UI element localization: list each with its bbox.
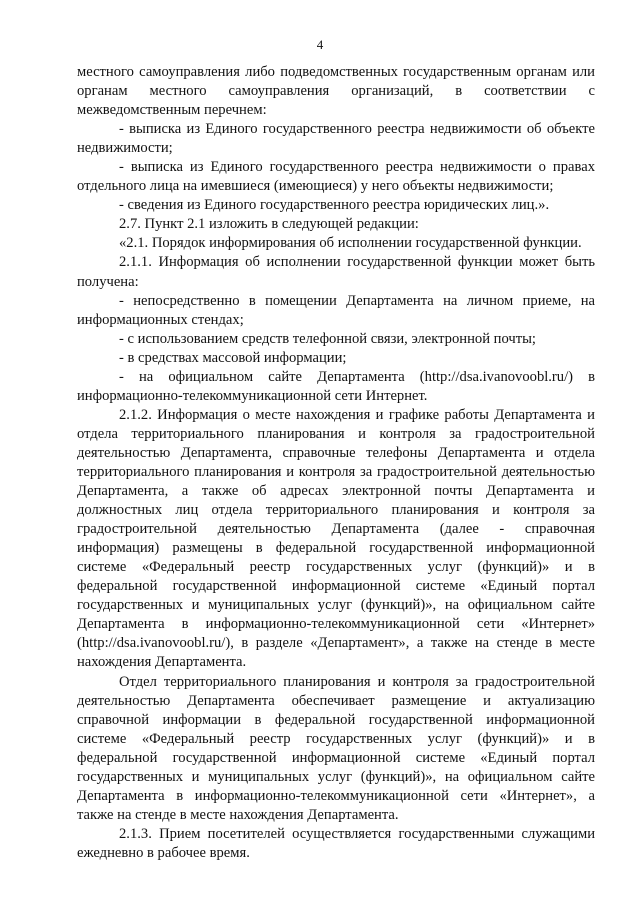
list-item-real-estate-object: - выписка из Единого государственного реестра недвижимости об объекте недвижимости; (77, 121, 595, 157)
paragraph-2-1-heading: «2.1. Порядок информирования об исполнении государственной функции. (119, 235, 582, 252)
paragraph-2-1-2: 2.1.2. Информация о месте нахождения и графике работы Департамента и отдела территориального планирования и контроля за градостроительной деятельностью Департамента, справочные телефоны Департамента и отдела территориального планирования и контроля за градостроительной деятельностью Департамента, а также об адресах электронной почты Департамента и должностных лиц отдела территориального планирования и контроля за градостроительной деятельностью Департамента (далее - справочная информация) размещены в федеральной государственной информационной системе «Федеральный реестр государственных услуг (функций)» и в федеральной государственной информационной системе «Единый портал государственных и муниципальных услуг (функций)», на официальном сайте Департамента в информационно-телекоммуникационной сети «Интернет» (http://dsa.ivanovoobl.ru/), в разделе «Департамент», а также на стенде в месте нахождения Департамента. (77, 406, 595, 671)
list-item-in-person: - непосредственно в помещении Департамента на личном приеме, на информационных стендах; (77, 292, 595, 328)
document-body (77, 63, 595, 863)
list-item-legal-entities: - сведения из Единого государственного реестра юридических лиц.». (119, 197, 550, 214)
paragraph-2-7: 2.7. Пункт 2.1 изложить в следующей редакции: (119, 216, 419, 233)
paragraph-2-1-3: 2.1.3. Прием посетителей осуществляется государственными служащими ежедневно в рабочее время. (77, 825, 595, 861)
page-number: 4 (316, 37, 324, 52)
list-item-phone-email: - с использованием средств телефонной связи, электронной почты; (119, 330, 536, 347)
paragraph-2-1-1: 2.1.1. Информация об исполнении государственной функции может быть получена: (77, 254, 595, 290)
list-item-official-site: - на официальном сайте Департамента (http://dsa.ivanovoobl.ru/) в информационно-телекоммуникационной сети Интернет. (77, 368, 595, 404)
paragraph-continuation: местного самоуправления либо подведомственных государственным органам или органам местного самоуправления организаций, в соответствии с межведомственным перечнем: (77, 64, 595, 119)
paragraph-department-obligations: Отдел территориального планирования и контроля за градостроительной деятельностью Департамента обеспечивает размещение и актуализацию справочной информации в федеральной государственной информационной системе «Федеральный реестр государственных услуг (функций)» и в федеральной государственной информационной системе «Единый портал государственных и муниципальных услуг (функций)», на официальном сайте Департамента в информационно-телекоммуникационной сети «Интернет», а также на стенде в месте нахождения Департамента. (77, 673, 595, 823)
list-item-real-estate-rights: - выписка из Единого государственного реестра недвижимости о правах отдельного лица на имевшиеся (имеющиеся) у него объекты недвижимости; (77, 159, 595, 195)
list-item-mass-media: - в средствах массовой информации; (119, 349, 347, 366)
